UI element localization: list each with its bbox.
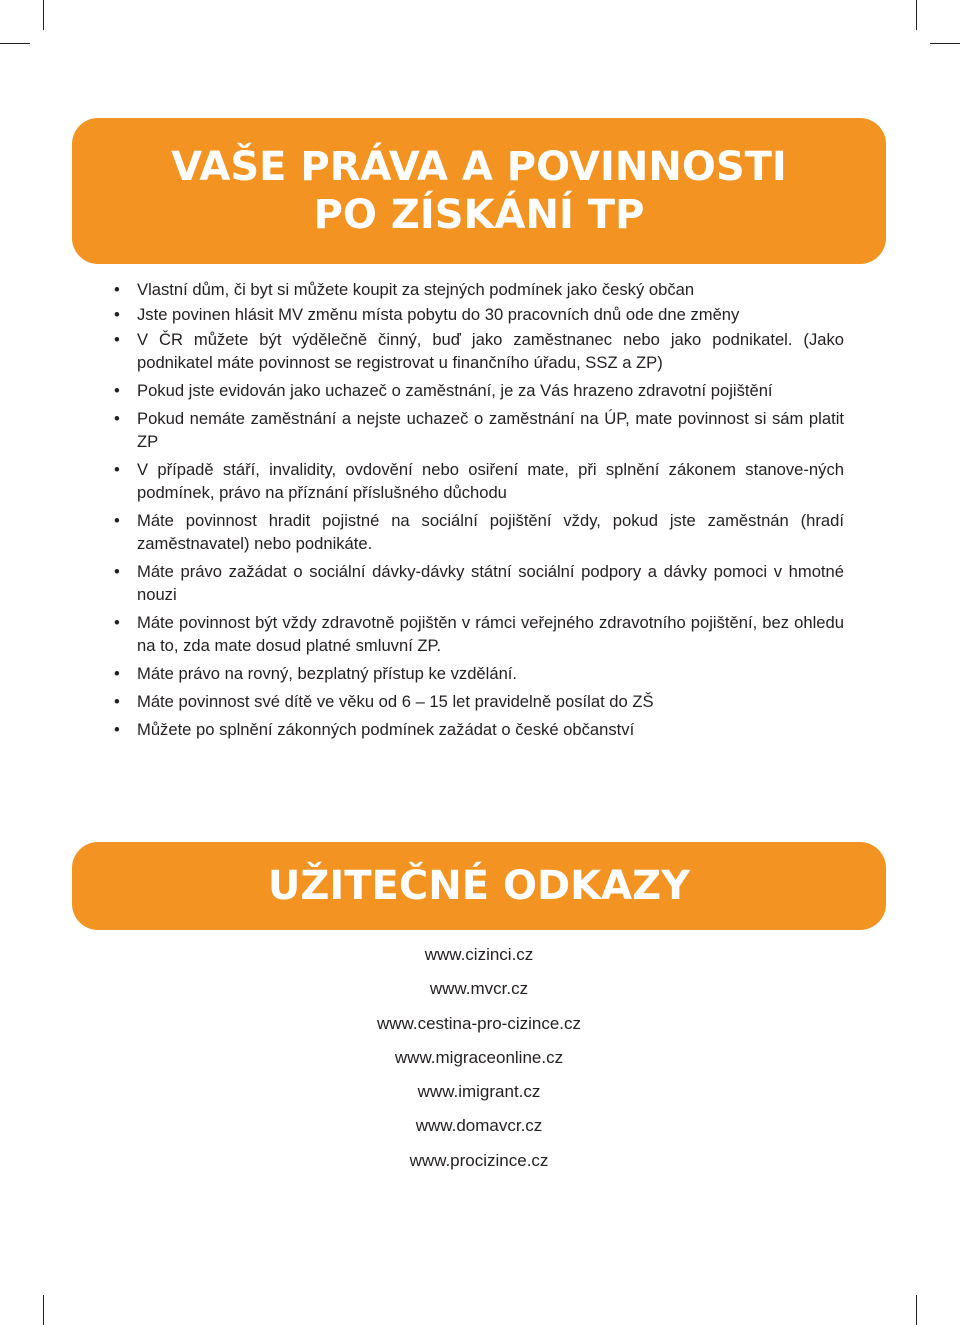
crop-mark-top-left bbox=[43, 0, 44, 30]
bullet-icon: • bbox=[114, 330, 120, 349]
link-mvcr[interactable]: www.mvcr.cz bbox=[429, 979, 529, 999]
link-domavcr[interactable]: www.domavcr.cz bbox=[415, 1116, 543, 1136]
rights-list-item: • Máte povinnost své dítě ve věku od 6 – 15 let pravidelně posílat do ZŠ bbox=[114, 692, 654, 711]
rights-list-item: • Jste povinen hlásit MV změnu místa pobytu do 30 pracovních dnů ode dne změny bbox=[114, 305, 740, 324]
bullet-icon: • bbox=[114, 381, 120, 400]
link-migraceonline[interactable]: www.migraceonline.cz bbox=[394, 1047, 564, 1067]
rights-list-item: • V ČR můžete být výdělečně činný, buď jako zaměstnanec nebo jako podnikatel. (Jako podnikatel máte povinnost se registrovat u finančního úřadu, SSZ a ZP) bbox=[114, 330, 844, 372]
rights-list-item: • Máte povinnost hradit pojistné na sociální pojištění vždy, pokud jste zaměstnán (hradí zaměstnavatel) nebo podnikáte. bbox=[114, 511, 844, 553]
rights-list bbox=[114, 278, 844, 746]
rights-list-item: • Můžete po splnění zákonných podmínek zažádat o české občanství bbox=[114, 720, 635, 739]
rights-list-item: • Máte právo na rovný, bezplatný přístup ke vzdělání. bbox=[114, 664, 518, 683]
bullet-icon: • bbox=[114, 720, 120, 739]
rights-list-item: • Máte právo zažádat o sociální dávky-dávky státní sociální podpory a dávky pomoci v hmotné nouzi bbox=[114, 562, 844, 604]
bullet-icon: • bbox=[114, 692, 120, 711]
bullet-icon: • bbox=[114, 280, 120, 299]
bullet-icon: • bbox=[114, 511, 120, 530]
rights-list-item: • Pokud jste evidován jako uchazeč o zaměstnání, je za Vás hrazeno zdravotní pojištění bbox=[114, 381, 773, 400]
links-heading: UŽITEČNÉ ODKAZY bbox=[267, 863, 691, 909]
link-imigrant[interactable]: www.imigrant.cz bbox=[417, 1082, 541, 1102]
crop-mark-bottom-right bbox=[916, 1295, 917, 1325]
bullet-icon: • bbox=[114, 613, 120, 632]
crop-mark-top-left-h bbox=[0, 43, 30, 44]
rights-heading-line1: VAŠE PRÁVA A POVINNOSTI bbox=[171, 144, 787, 190]
rights-list-item: • Máte povinnost být vždy zdravotně pojištěn v rámci veřejného zdravotního pojištění, bez ohledu na to, zda mate dosud platné smluvní ZP. bbox=[114, 613, 844, 655]
link-procizince[interactable]: www.procizince.cz bbox=[409, 1150, 549, 1170]
rights-list-item: • Vlastní dům, či byt si můžete koupit za stejných podmínek jako český občan bbox=[114, 280, 695, 299]
bullet-icon: • bbox=[114, 562, 120, 581]
rights-heading-banner bbox=[72, 118, 886, 264]
rights-list-item: • Pokud nemáte zaměstnání a nejste uchazeč o zaměstnání na ÚP, mate povinnost si sám platit ZP bbox=[114, 409, 844, 451]
bullet-icon: • bbox=[114, 664, 120, 683]
bullet-icon: • bbox=[114, 409, 120, 428]
crop-mark-top-right-h bbox=[930, 43, 960, 44]
links-heading-banner bbox=[72, 842, 886, 930]
crop-mark-bottom-left bbox=[43, 1295, 44, 1325]
rights-heading-line2: PO ZÍSKÁNÍ TP bbox=[313, 192, 645, 238]
link-cestina-pro-cizince[interactable]: www.cestina-pro-cizince.cz bbox=[376, 1013, 582, 1033]
crop-mark-top-right bbox=[916, 0, 917, 30]
bullet-icon: • bbox=[114, 305, 120, 324]
link-cizinci[interactable]: www.cizinci.cz bbox=[424, 945, 534, 964]
links-list bbox=[72, 943, 886, 1183]
rights-list-item: • V případě stáří, invalidity, ovdovění nebo osiření mate, při splnění zákonem stanove-ných podmínek, právo na příznání příslušného důchodu bbox=[114, 460, 844, 502]
bullet-icon: • bbox=[114, 460, 120, 479]
